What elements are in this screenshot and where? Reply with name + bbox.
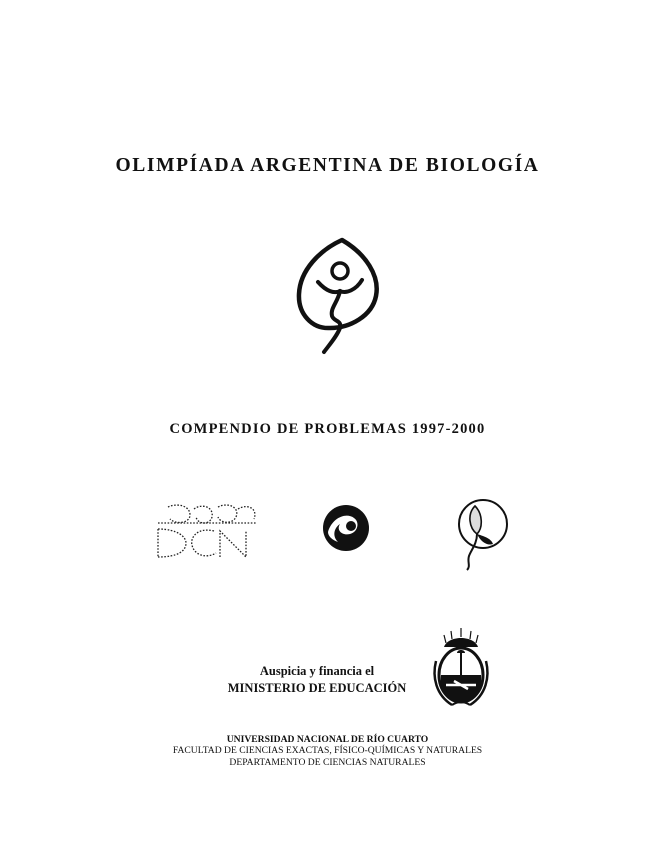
compendium-title: COMPENDIO DE PROBLEMAS 1997-2000 bbox=[169, 421, 486, 437]
leaf-figure-logo bbox=[290, 236, 385, 354]
page-title: OLIMPÍADA ARGENTINA DE BIOLOGÍA bbox=[115, 155, 540, 176]
coat-of-arms-icon bbox=[432, 625, 490, 709]
faculty-name: FACULTAD DE CIENCIAS EXACTAS, FÍSICO-QUÍMICAS Y NATURALES bbox=[172, 745, 483, 756]
circle-logo bbox=[322, 504, 370, 552]
plant-circle-logo bbox=[453, 494, 511, 572]
dcn-logo bbox=[156, 503, 260, 559]
sponsor-line-1: Auspicia y financia el bbox=[259, 664, 375, 678]
department-name: DEPARTAMENTO DE CIENCIAS NATURALES bbox=[229, 757, 426, 768]
sponsor-ministry: MINISTERIO DE EDUCACIÓN bbox=[227, 681, 407, 695]
university-name: UNIVERSIDAD NACIONAL DE RÍO CUARTO bbox=[226, 734, 429, 745]
